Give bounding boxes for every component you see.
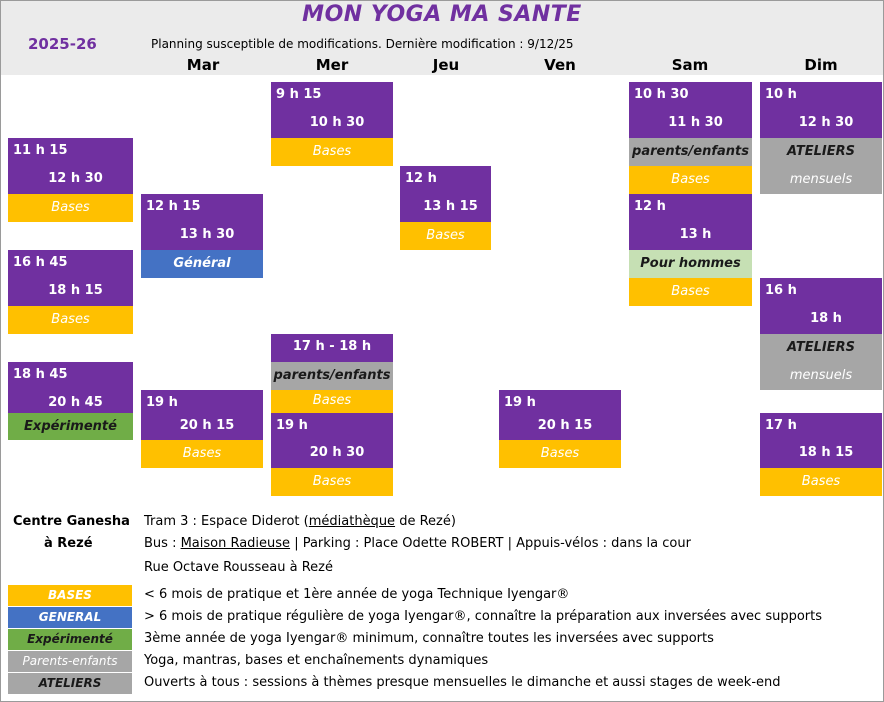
legend-badge-bases: BASES — [8, 585, 132, 606]
class-start-time: 17 h — [760, 413, 882, 440]
class-type-general: Général — [141, 250, 263, 278]
class-type-bases: Bases — [271, 390, 393, 413]
modification-note: Planning susceptible de modifications. Dernière modification : 9/12/25 — [151, 37, 574, 51]
class-end-time: 20 h 30 — [271, 440, 393, 468]
legend-text-general: > 6 mois de pratique régulière de yoga Iyengar®, connaître la préparation aux inversées avec supports — [144, 609, 823, 624]
class-time-range: 17 h - 18 h — [271, 334, 393, 362]
class-type-bases: Bases — [141, 440, 263, 468]
day-header-mar: Mar — [186, 56, 220, 74]
class-end-time: 10 h 30 — [271, 110, 393, 138]
class-end-time: 18 h — [760, 306, 882, 334]
class-start-time: 12 h 15 — [141, 194, 263, 222]
page-title: MON YOGA MA SANTE — [302, 2, 582, 27]
class-end-time: 20 h 15 — [141, 413, 263, 440]
legend-text-ateliers: Ouverts à tous : sessions à thèmes presque mensuelles le dimanche et aussi stages de week-end — [144, 675, 781, 690]
class-end-time: 11 h 30 — [629, 110, 752, 138]
class-type-mensuels: mensuels — [760, 166, 882, 194]
class-type-ateliers: ATELIERS — [760, 334, 882, 362]
class-start-time: 19 h — [499, 390, 621, 413]
class-start-time: 11 h 15 — [8, 138, 133, 166]
class-type-parents-enfants: parents/enfants — [629, 138, 752, 166]
tram-info: Tram 3 : Espace Diderot (médiathèque de Rezé) — [144, 514, 456, 529]
legend-text-experimente: 3ème année de yoga Iyengar® minimum, connaître toutes les inversées avec supports — [144, 631, 714, 646]
class-start-time: 19 h — [271, 413, 393, 440]
class-type-bases: Bases — [400, 222, 491, 250]
class-type-experimente: Expérimenté — [8, 413, 133, 440]
class-end-time: 18 h 15 — [8, 278, 133, 306]
class-type-bases: Bases — [760, 468, 882, 496]
class-end-time: 20 h 45 — [8, 390, 133, 413]
class-start-time: 9 h 15 — [271, 82, 393, 110]
class-end-time: 12 h 30 — [760, 110, 882, 138]
legend-badge-experimente: Expérimenté — [8, 629, 132, 650]
bus-parking-info: Bus : Maison Radieuse | Parking : Place Odette ROBERT | Appuis-vélos : dans la cour — [144, 536, 691, 551]
legend-badge-general: GENERAL — [8, 607, 132, 628]
legend-badge-ateliers: ATELIERS — [8, 673, 132, 694]
legend-badge-parents-enfants: Parents-enfants — [8, 651, 132, 672]
class-start-time: 12 h — [629, 194, 752, 222]
class-start-time: 16 h 45 — [8, 250, 133, 278]
venue-city: à Rezé — [44, 536, 93, 551]
class-type-bases: Bases — [499, 440, 621, 468]
class-end-time: 18 h 15 — [760, 440, 882, 468]
class-type-parents-enfants: parents/enfants — [271, 362, 393, 390]
street-address: Rue Octave Rousseau à Rezé — [144, 560, 333, 575]
day-header-sam: Sam — [671, 56, 709, 74]
legend-text-parents-enfants: Yoga, mantras, bases et enchaînements dynamiques — [144, 653, 489, 668]
class-type-bases: Bases — [271, 468, 393, 496]
class-type-bases: Bases — [629, 278, 752, 306]
class-type-bases: Bases — [8, 306, 133, 334]
class-type-ateliers: ATELIERS — [760, 138, 882, 166]
class-start-time: 16 h — [760, 278, 882, 306]
class-type-bases: Bases — [629, 166, 752, 194]
class-end-time: 13 h 15 — [400, 194, 491, 222]
class-start-time: 12 h — [400, 166, 491, 194]
venue-name: Centre Ganesha — [13, 514, 130, 529]
class-end-time: 20 h 15 — [499, 413, 621, 440]
class-type-bases: Bases — [8, 194, 133, 222]
season-year: 2025-26 — [28, 35, 97, 53]
class-type-bases: Bases — [271, 138, 393, 166]
class-start-time: 18 h 45 — [8, 362, 133, 390]
day-header-mer: Mer — [315, 56, 349, 74]
legend-text-bases: < 6 mois de pratique et 1ère année de yoga Technique Iyengar® — [144, 587, 570, 602]
class-start-time: 19 h — [141, 390, 263, 413]
day-header-ven: Ven — [544, 56, 576, 74]
day-header-jeu: Jeu — [432, 56, 460, 74]
day-header-dim: Dim — [804, 56, 838, 74]
class-end-time: 13 h 30 — [141, 222, 263, 250]
maison-radieuse-link[interactable]: Maison Radieuse — [180, 536, 291, 551]
class-type-pour-hommes: Pour hommes — [629, 250, 752, 278]
class-start-time: 10 h 30 — [629, 82, 752, 110]
mediatheque-link[interactable]: médiathèque — [308, 514, 396, 529]
class-end-time: 13 h — [629, 222, 752, 250]
class-end-time: 12 h 30 — [8, 166, 133, 194]
class-type-mensuels: mensuels — [760, 362, 882, 390]
class-start-time: 10 h — [760, 82, 882, 110]
